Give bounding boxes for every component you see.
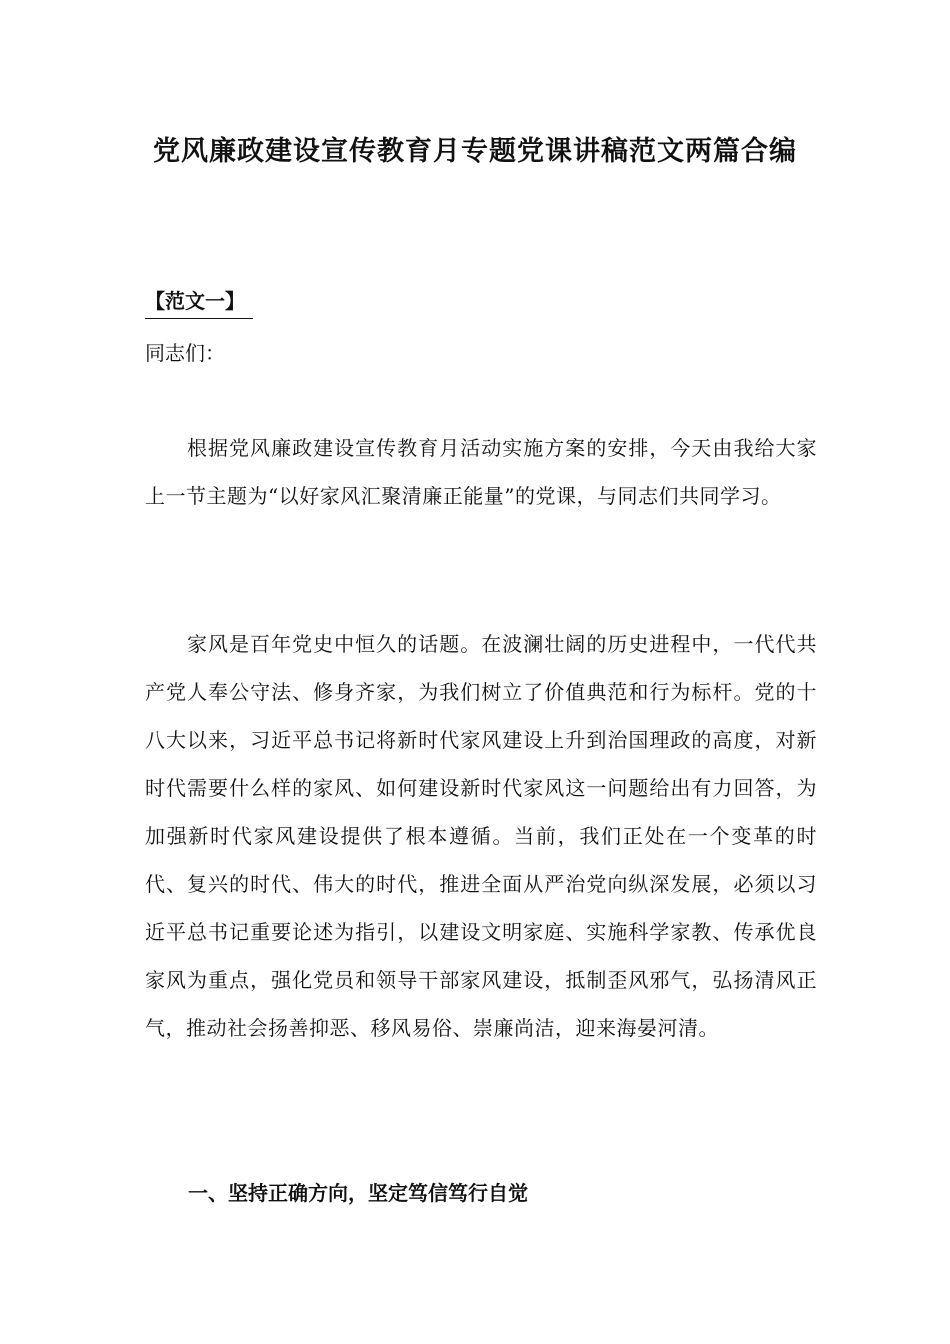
salutation: 同志们： (145, 341, 225, 365)
document-title: 党风廉政建设宣传教育月专题党课讲稿范文两篇合编 (153, 136, 797, 167)
section-heading: 一、坚持正确方向，坚定笃信笃行自觉 (188, 1181, 528, 1205)
body-paragraph: 家风是百年党史中恒久的话题。在波澜壮阔的历史进程中，一代代共产党人奉公守法、修身齐家，为我们树立了价值典范和行为标杆。党的十八大以来，习近平总书记将新时代家风建设上升到治国理政的高度，对新时代需要什么样的家风、如何建设新时代家风这一问题给出有力回答，为加强新时代家风建设提供了根本遵循。当前，我们正处在一个变革的时代、复兴的时代、伟大的时代，推进全面从严治党向纵深发展，必须以习近平总书记重要论述为指引，以建设文明家庭、实施科学家教、传承优良家风为重点，强化党员和领导干部家风建设，抵制歪风邪气，弘扬清风正气，推动社会扬善抑恶、移风易俗、崇廉尚洁，迎来海晏河清。 (145, 632, 817, 1040)
body-paragraph: 根据党风廉政建设宣传教育月活动实施方案的安排，今天由我给大家上一节主题为“以好家风汇聚清廉正能量”的党课，与同志们共同学习。 (145, 436, 817, 508)
section-label: 【范文一】 (145, 284, 253, 319)
